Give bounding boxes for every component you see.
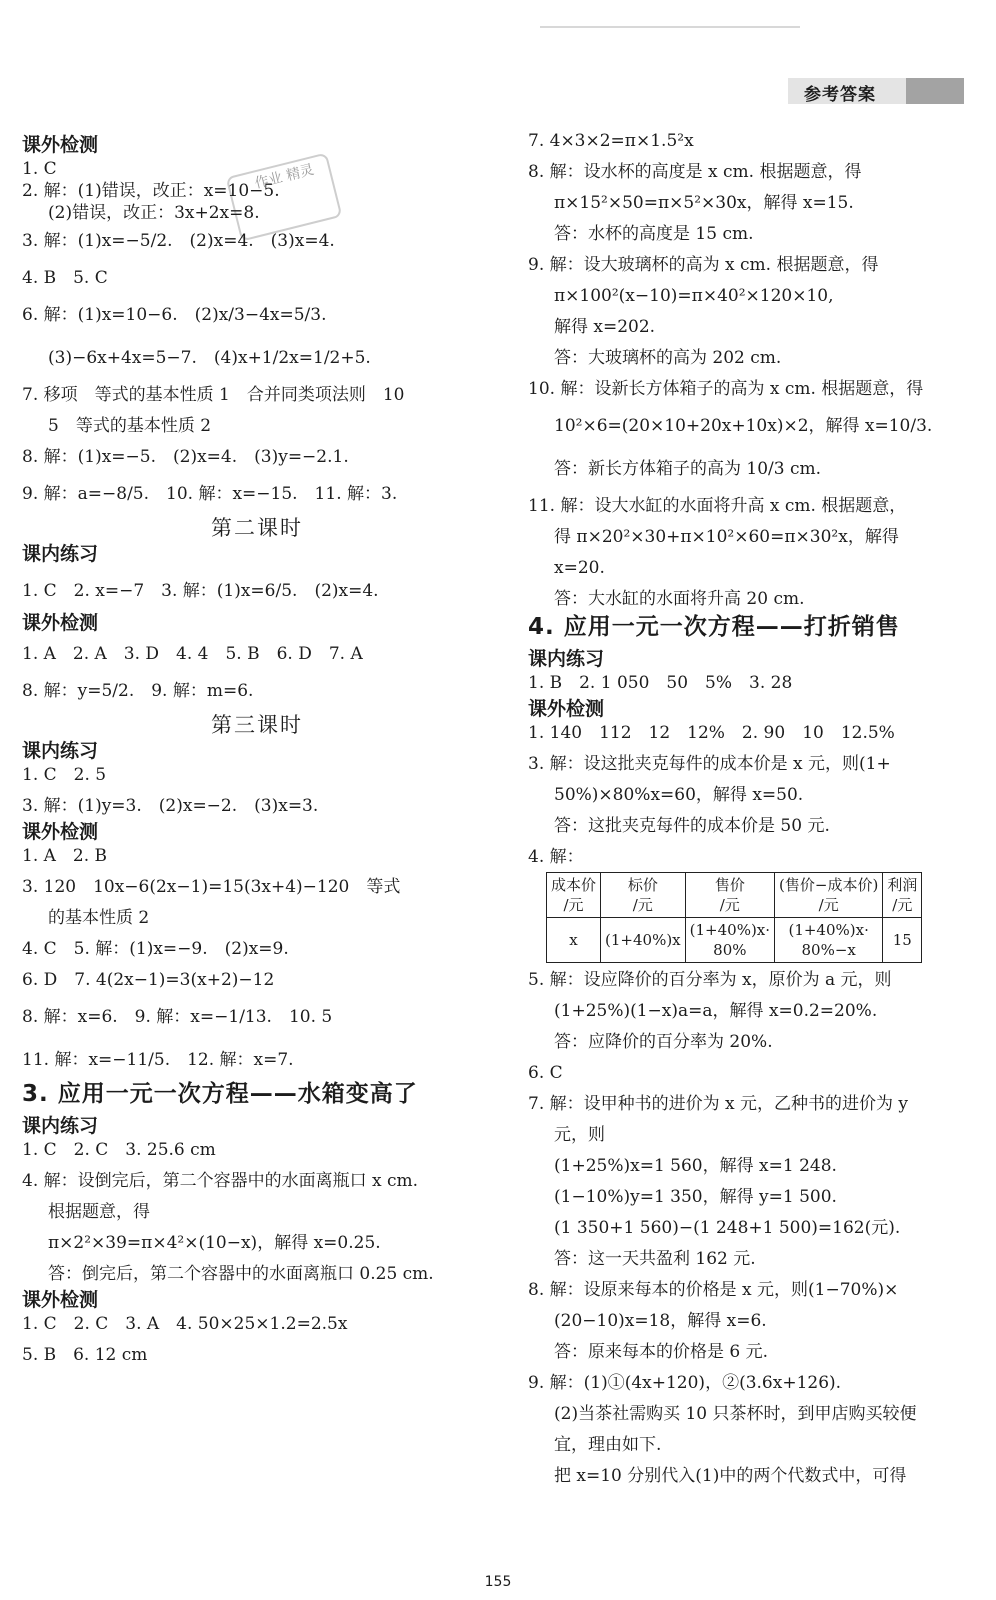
section-heading: 课外检测 [528, 698, 605, 720]
table-cell-text: /元 [719, 896, 740, 914]
table-cell-text: /元 [632, 896, 653, 914]
answer-line: 9. 解：设大玻璃杯的高为 x cm. 根据题意，得 [528, 255, 879, 275]
section-heading: 课外检测 [22, 821, 99, 843]
table-cell-text: (1+40%)x· [689, 921, 771, 939]
answer-line: 7. 4×3×2=π×1.5²x [528, 131, 694, 151]
answer-line: 1. A 2. B [22, 846, 108, 866]
section-header-title: 参考答案 [804, 85, 876, 105]
top-rule [540, 26, 800, 28]
answer-line: 答：这批夹克每件的成本价是 50 元. [554, 816, 830, 836]
section-heading: 课外检测 [22, 1289, 99, 1311]
table-cell [547, 873, 601, 918]
answer-line: 7. 解：设甲种书的进价为 x 元，乙种书的进价为 y [528, 1094, 909, 1114]
section-heading: 课外检测 [22, 134, 99, 156]
table-cell-text: (1+40%)x· [788, 921, 869, 939]
table-row [547, 918, 922, 963]
answer-line: 1. C 2. C 3. 25.6 cm [22, 1140, 216, 1160]
table-cell-text: /元 [818, 896, 839, 914]
section-heading: 课内练习 [528, 648, 605, 670]
answer-line: (1+25%)x=1 560，解得 x=1 248. [554, 1156, 837, 1176]
right-column-bottom [528, 969, 978, 1487]
answer-line: 9. 解：a=−8/5. 10. 解：x=−15. 11. 解：3. [22, 484, 398, 504]
answer-line: 4. 解：设倒完后，第二个容器中的水面离瓶口 x cm. [22, 1171, 419, 1191]
answer-line: 8. 解：y=5/2. 9. 解：m=6. [22, 681, 254, 701]
section-heading: 课内练习 [22, 1115, 99, 1137]
table-cell [775, 873, 883, 918]
answer-line: (2)当茶社需购买 10 只茶杯时，到甲店购买较便 [554, 1404, 917, 1424]
answer-line: 答：应降价的百分率为 20%. [554, 1032, 773, 1052]
answer-line: 8. 解：设水杯的高度是 x cm. 根据题意，得 [528, 162, 862, 182]
answer-line: 8. 解：(1)x=−5. (2)x=4. (3)y=−2.1. [22, 447, 349, 467]
answer-line: 1. C 2. x=−7 3. 解：(1)x=6/5. (2)x=4. [22, 581, 379, 601]
answer-line: 5. B 6. 12 cm [22, 1345, 148, 1365]
answer-line: 50%)×80%x=60，解得 x=50. [554, 785, 804, 805]
table-cell [883, 918, 922, 963]
left-column [22, 130, 492, 1366]
answer-line: (1−10%)y=1 350，解得 y=1 500. [554, 1187, 837, 1207]
answer-line: 6. 解：(1)x=10−6. (2)x/3−4x=5/3. [22, 305, 327, 325]
answer-line: (20−10)x=18，解得 x=6. [554, 1311, 767, 1331]
answer-line: 把 x=10 分别代入(1)中的两个代数式中，可得 [554, 1466, 907, 1486]
table-cell [547, 918, 601, 963]
sales-table [546, 872, 922, 963]
answer-line: 4. C 5. 解：(1)x=−9. (2)x=9. [22, 939, 289, 959]
table-cell-text: 成本价 [551, 876, 597, 894]
answer-line: 3. 120 10x−6(2x−1)=15(3x+4)−120 等式 [22, 877, 401, 897]
answer-line: 8. 解：设原来每本的价格是 x 元，则(1−70%)× [528, 1280, 899, 1300]
lesson-heading: 第三课时 [211, 713, 303, 737]
answer-line: 答：原来每本的价格是 6 元. [554, 1342, 769, 1362]
answer-line: (1+25%)(1−x)a=a，解得 x=0.2=20%. [554, 1001, 878, 1021]
section-heading: 课内练习 [22, 740, 99, 762]
answer-line: 3. 解：(1)y=3. (2)x=−2. (3)x=3. [22, 796, 319, 816]
table-cell [601, 873, 686, 918]
stamp-watermark-text: 作业 精灵 [253, 161, 316, 193]
answer-line: 1. C 2. C 3. A 4. 50×25×1.2=2.5x [22, 1314, 348, 1334]
answer-line: (1 350+1 560)−(1 248+1 500)=162(元). [554, 1218, 901, 1238]
table-cell-text: 利润 [887, 876, 918, 894]
table-cell [685, 918, 774, 963]
answer-line: 8. 解：x=6. 9. 解：x=−1/13. 10. 5 [22, 1007, 333, 1027]
answer-line: 答：倒完后，第二个容器中的水面离瓶口 0.25 cm. [48, 1264, 434, 1284]
answer-line: π×15²×50=π×5²×30x，解得 x=15. [554, 193, 854, 213]
answer-line: 5. 解：设应降价的百分率为 x，原价为 a 元，则 [528, 970, 892, 990]
answer-line: 6. D 7. 4(2x−1)=3(x+2)−12 [22, 970, 275, 990]
table-cell-text: 标价 [627, 876, 658, 894]
section-header-tag [788, 78, 964, 104]
answer-line: 答：大玻璃杯的高为 202 cm. [554, 348, 782, 368]
section-heading: 课内练习 [22, 543, 99, 565]
answer-line: 6. C [528, 1063, 563, 1083]
page-number: 155 [484, 1574, 512, 1590]
answer-line: 5 等式的基本性质 2 [48, 416, 212, 436]
answer-line: 答：水杯的高度是 15 cm. [554, 224, 754, 244]
table-cell [685, 873, 774, 918]
section-heading: 课外检测 [22, 612, 99, 634]
right-column-top [528, 130, 978, 868]
chapter-heading: 3. 应用一元一次方程——水箱变高了 [22, 1081, 418, 1107]
answer-line: 11. 解：x=−11/5. 12. 解：x=7. [22, 1050, 294, 1070]
answer-line: x=20. [554, 558, 605, 578]
answer-line: 2. 解：(1)错误，改正：x=10−5. [22, 181, 280, 201]
answer-line: 10²×6=(20×10+20x+10x)×2，解得 x=10/3. [554, 416, 933, 436]
answer-line: 答：新长方体箱子的高为 10/3 cm. [554, 459, 822, 479]
answer-line: 4. 解： [528, 847, 584, 867]
chapter-heading: 4. 应用一元一次方程——打折销售 [528, 614, 900, 640]
answer-line: 1. A 2. A 3. D 4. 4 5. B 6. D 7. A [22, 644, 363, 664]
right-column [528, 130, 978, 1487]
answer-line: 9. 解：(1)①(4x+120)，②(3.6x+126). [528, 1373, 842, 1393]
answer-line: 宜，理由如下. [554, 1435, 662, 1455]
answer-line: 的基本性质 2 [48, 908, 150, 928]
table-cell-text: x [569, 931, 578, 949]
table-cell-text: /元 [563, 896, 584, 914]
answer-line: 根据题意，得 [48, 1202, 150, 1222]
answer-line: π×100²(x−10)=π×40²×120×10, [554, 286, 834, 306]
answer-line: 解得 x=202. [554, 317, 656, 337]
table-cell [601, 918, 686, 963]
answer-line: 得 π×20²×30+π×10²×60=π×30²x，解得 [554, 527, 899, 547]
table-cell [883, 873, 922, 918]
answer-line: (2)错误，改正：3x+2x=8. [48, 203, 260, 223]
answer-line: 答：大水缸的水面将升高 20 cm. [554, 589, 805, 609]
answer-line: π×2²×39=π×4²×(10−x)，解得 x=0.25. [48, 1233, 381, 1253]
table-cell [775, 918, 883, 963]
answer-line: 1. C [22, 159, 57, 179]
table-cell-text: 80% [713, 941, 747, 959]
answer-line: 7. 移项 等式的基本性质 1 合并同类项法则 10 [22, 385, 405, 405]
table-cell-text: (售价−成本价) [779, 876, 879, 894]
answer-line: 10. 解：设新长方体箱子的高为 x cm. 根据题意，得 [528, 379, 924, 399]
table-cell-text: /元 [892, 896, 913, 914]
answer-line: 4. B 5. C [22, 268, 108, 288]
answer-line: 答：这一天共盈利 162 元. [554, 1249, 756, 1269]
answer-line: 元，则 [554, 1125, 605, 1145]
answer-line: 3. 解：设这批夹克每件的成本价是 x 元，则(1+ [528, 754, 891, 774]
table-cell-text: 售价 [714, 876, 745, 894]
table-row [547, 873, 922, 918]
answer-line: 3. 解：(1)x=−5/2. (2)x=4. (3)x=4. [22, 231, 335, 251]
table-cell-text: (1+40%)x [605, 931, 681, 949]
answer-line: 1. B 2. 1 050 50 5% 3. 28 [528, 673, 793, 693]
table-cell-text: 80%−x [801, 941, 856, 959]
answer-line: 1. 140 112 12 12% 2. 90 10 12.5% [528, 723, 895, 743]
answer-line: (3)−6x+4x=5−7. (4)x+1/2x=1/2+5. [48, 348, 371, 368]
answer-line: 11. 解：设大水缸的水面将升高 x cm. 根据题意， [528, 496, 907, 516]
table-cell-text: 15 [892, 931, 912, 949]
lesson-heading: 第二课时 [211, 516, 303, 540]
answer-line: 1. C 2. 5 [22, 765, 107, 785]
